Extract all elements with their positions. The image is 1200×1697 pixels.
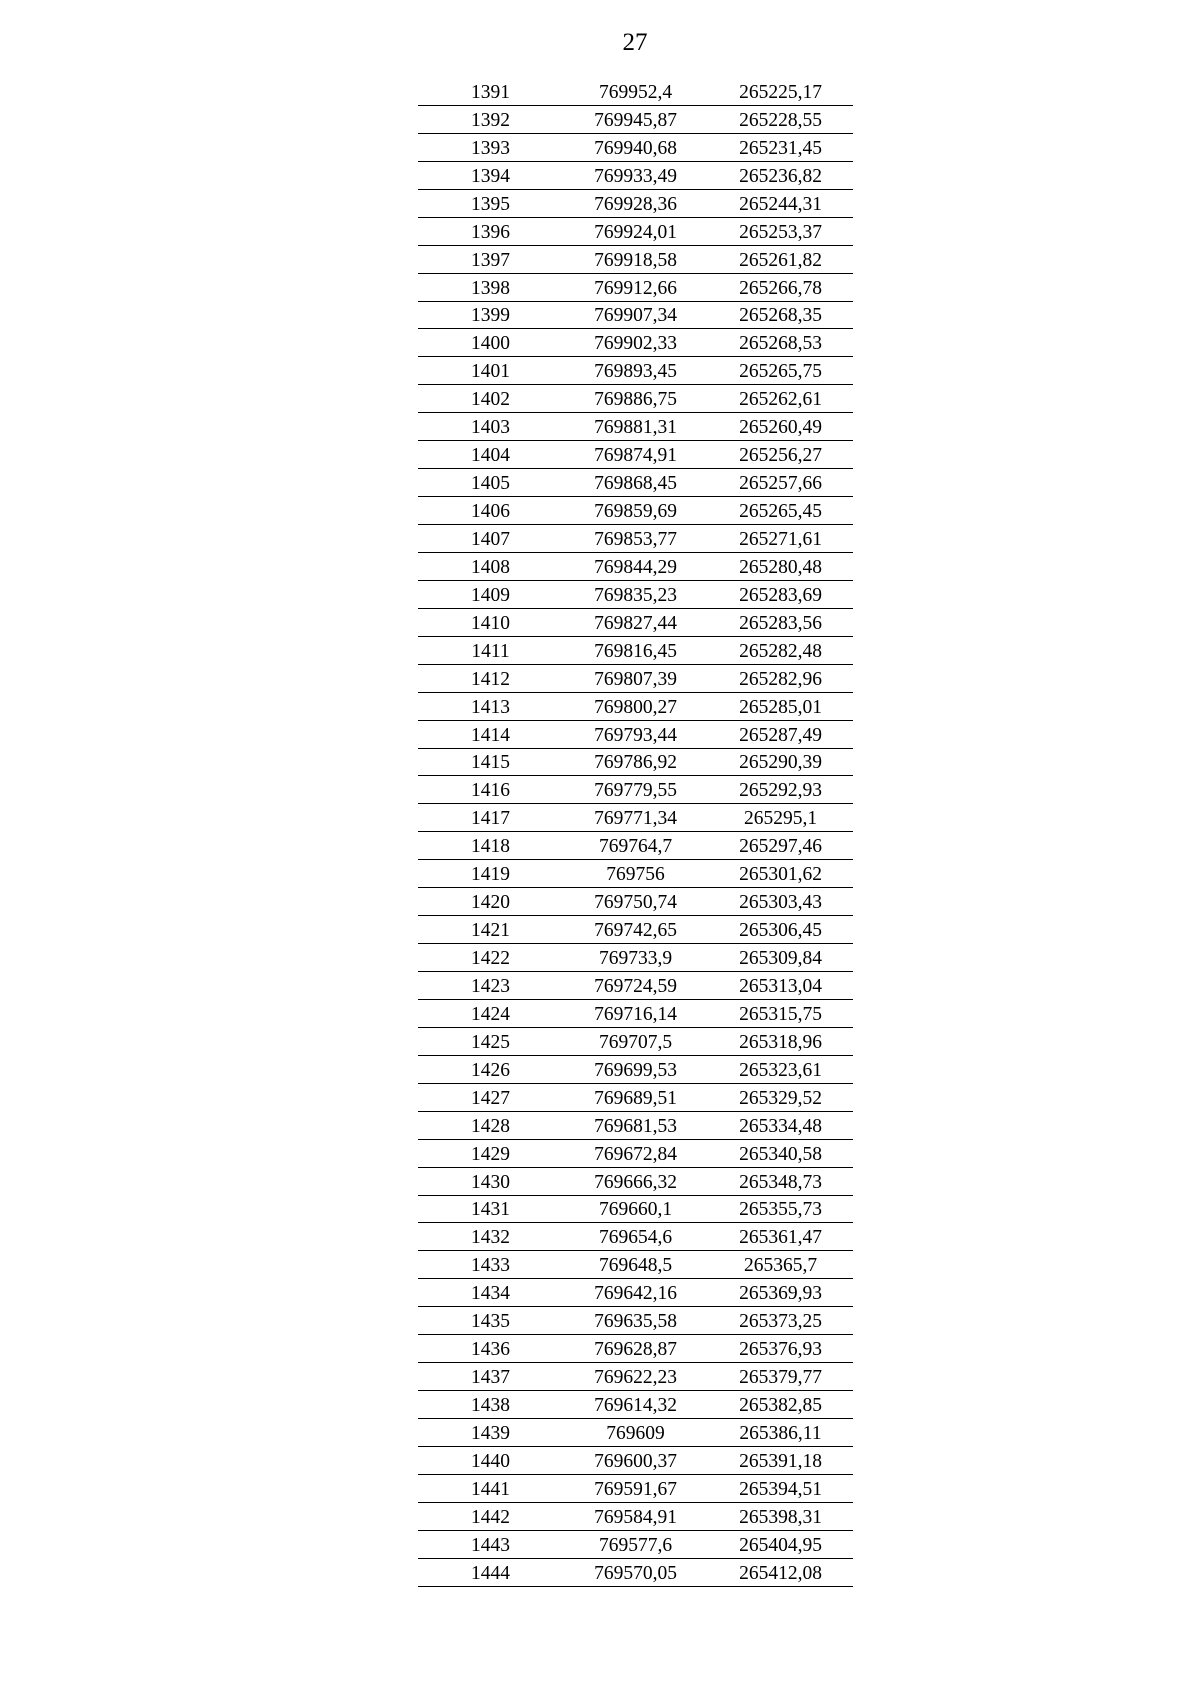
table-row [418,832,853,860]
y-coordinate-cell: 265231,45 [739,137,822,159]
x-coordinate-cell: 769924,01 [594,221,677,243]
point-number-cell: 1412 [471,668,510,690]
y-coordinate-cell: 265265,45 [739,501,822,522]
x-coordinate-cell: 769945,87 [594,109,677,131]
table-row [418,1559,853,1587]
table-row [418,1307,853,1335]
x-coordinate-cell: 769666,32 [594,1171,677,1193]
x-coordinate-cell: 769756 [606,864,665,886]
point-number-cell: 1442 [471,1506,510,1528]
x-coordinate-cell: 769742,65 [594,920,677,942]
table-row [418,469,853,497]
y-coordinate-cell: 265268,53 [739,333,822,355]
point-number-cell: 1425 [471,1031,510,1053]
x-coordinate-cell: 769786,92 [594,752,677,774]
point-number-cell: 1401 [471,361,510,383]
point-number-cell: 1436 [471,1339,510,1361]
y-coordinate-cell: 265329,52 [739,1087,822,1109]
y-coordinate-cell: 265228,55 [739,109,822,131]
table-row [418,106,853,134]
y-coordinate-cell: 265355,73 [739,1199,822,1221]
y-coordinate-cell: 265244,31 [739,193,822,215]
point-number-cell: 1432 [471,1227,510,1249]
table-row [418,1112,853,1140]
x-coordinate-cell: 769928,36 [594,193,677,215]
point-number-cell: 1407 [471,528,510,550]
y-coordinate-cell: 265382,85 [739,1395,822,1416]
x-coordinate-cell: 769816,45 [594,640,677,662]
x-coordinate-cell: 769733,9 [598,948,673,969]
x-coordinate-cell: 769907,34 [594,305,677,327]
point-number-cell: 1392 [471,109,510,131]
point-number-cell: 1435 [471,1311,510,1333]
y-coordinate-cell: 265268,35 [739,305,822,327]
point-number-cell: 1422 [471,948,510,969]
point-number-cell: 1419 [471,864,510,886]
x-coordinate-cell: 769716,14 [594,1003,677,1025]
point-number-cell: 1437 [471,1367,510,1389]
point-number-cell: 1429 [471,1143,510,1165]
point-number-cell: 1423 [471,975,510,997]
point-number-cell: 1439 [471,1422,510,1444]
x-coordinate-cell: 769952,4 [598,81,673,103]
point-number-cell: 1400 [471,333,510,355]
table-row [418,357,853,385]
point-number-cell: 1443 [471,1534,510,1556]
point-number-cell: 1416 [471,780,510,802]
point-number-cell: 1430 [471,1171,510,1193]
point-number-cell: 1418 [471,836,510,858]
table-row [418,78,853,106]
x-coordinate-cell: 769622,23 [594,1367,677,1389]
y-coordinate-cell: 265253,37 [739,221,822,243]
table-row [418,609,853,637]
table-row [418,1531,853,1559]
point-number-cell: 1398 [471,277,510,299]
y-coordinate-cell: 265282,96 [739,668,822,690]
table-row [418,218,853,246]
x-coordinate-cell: 769609 [606,1422,665,1444]
y-coordinate-cell: 265348,73 [739,1171,822,1193]
table-row [418,134,853,162]
table-row [418,525,853,553]
y-coordinate-cell: 265391,18 [739,1450,822,1472]
x-coordinate-cell: 769918,58 [594,249,677,271]
y-coordinate-cell: 265262,61 [739,389,822,411]
x-coordinate-cell: 769835,23 [594,584,677,606]
x-coordinate-cell: 769648,5 [598,1255,673,1277]
table-row [418,1056,853,1084]
table-row [418,1028,853,1056]
point-number-cell: 1393 [471,137,510,159]
y-coordinate-cell: 265287,49 [739,724,822,746]
y-coordinate-cell: 265398,31 [739,1506,822,1528]
y-coordinate-cell: 265323,61 [739,1059,822,1081]
x-coordinate-cell: 769807,39 [594,668,677,690]
y-coordinate-cell: 265225,17 [739,81,822,103]
table-row [418,581,853,609]
point-number-cell: 1420 [471,892,510,914]
x-coordinate-cell: 769912,66 [594,277,677,299]
point-number-cell: 1417 [471,808,510,830]
point-number-cell: 1421 [471,920,510,942]
y-coordinate-cell: 265303,43 [739,892,822,914]
x-coordinate-cell: 769886,75 [594,389,677,411]
point-number-cell: 1441 [471,1478,510,1500]
table-row [418,749,853,777]
y-coordinate-cell: 265266,78 [739,277,822,299]
table-row [418,1251,853,1279]
table-row [418,1419,853,1447]
table-row [418,1503,853,1531]
x-coordinate-cell: 769628,87 [594,1339,677,1361]
point-number-cell: 1433 [471,1255,510,1277]
x-coordinate-cell: 769600,37 [594,1450,677,1472]
point-number-cell: 1413 [471,696,510,718]
y-coordinate-cell: 265265,75 [739,361,822,383]
table-row [418,1223,853,1251]
y-coordinate-cell: 265365,7 [743,1255,818,1277]
y-coordinate-cell: 265361,47 [739,1227,822,1249]
point-number-cell: 1444 [471,1562,510,1584]
table-row [418,162,853,190]
point-number-cell: 1434 [471,1283,510,1305]
y-coordinate-cell: 265297,46 [739,836,822,858]
x-coordinate-cell: 769868,45 [594,473,677,495]
x-coordinate-cell: 769699,53 [594,1059,677,1081]
y-coordinate-cell: 265306,45 [739,920,822,942]
y-coordinate-cell: 265373,25 [739,1311,822,1333]
x-coordinate-cell: 769635,58 [594,1311,677,1333]
y-coordinate-cell: 265257,66 [739,473,822,495]
x-coordinate-cell: 769933,49 [594,165,677,187]
point-number-cell: 1428 [471,1115,510,1137]
table-row [418,972,853,1000]
y-coordinate-cell: 265309,84 [739,948,822,969]
point-number-cell: 1402 [471,389,510,411]
point-number-cell: 1415 [471,752,510,774]
y-coordinate-cell: 265318,96 [739,1031,822,1053]
y-coordinate-cell: 265236,82 [739,165,822,187]
x-coordinate-cell: 769902,33 [594,333,677,355]
table-row [418,246,853,274]
table-row [418,1475,853,1503]
coordinates-table [418,78,853,1587]
point-number-cell: 1403 [471,417,510,439]
table-row [418,1084,853,1112]
y-coordinate-cell: 265369,93 [739,1283,822,1305]
table-row [418,553,853,581]
point-number-cell: 1411 [471,640,510,662]
point-number-cell: 1404 [471,445,510,467]
x-coordinate-cell: 769689,51 [594,1087,677,1109]
y-coordinate-cell: 265313,04 [739,975,822,997]
y-coordinate-cell: 265295,1 [743,808,818,830]
table-row [418,1168,853,1196]
table-row [418,916,853,944]
x-coordinate-cell: 769793,44 [594,724,677,746]
y-coordinate-cell: 265285,01 [739,696,822,718]
point-number-cell: 1440 [471,1450,510,1472]
table-row [418,413,853,441]
x-coordinate-cell: 769660,1 [598,1199,673,1221]
x-coordinate-cell: 769844,29 [594,556,677,578]
table-row [418,860,853,888]
table-row [418,693,853,721]
point-number-cell: 1405 [471,473,510,495]
y-coordinate-cell: 265301,62 [739,864,822,886]
y-coordinate-cell: 265260,49 [739,417,822,439]
x-coordinate-cell: 769681,53 [594,1115,677,1137]
y-coordinate-cell: 265292,93 [739,780,822,802]
y-coordinate-cell: 265394,51 [739,1478,822,1500]
y-coordinate-cell: 265256,27 [739,445,822,467]
y-coordinate-cell: 265282,48 [739,640,822,662]
x-coordinate-cell: 769724,59 [594,975,677,997]
point-number-cell: 1397 [471,249,510,271]
y-coordinate-cell: 265386,11 [739,1422,822,1444]
table-row [418,1335,853,1363]
x-coordinate-cell: 769874,91 [594,445,677,467]
table-row [418,274,853,302]
x-coordinate-cell: 769859,69 [594,501,677,522]
x-coordinate-cell: 769853,77 [594,528,677,550]
y-coordinate-cell: 265379,77 [739,1367,822,1389]
table-row [418,1391,853,1419]
y-coordinate-cell: 265283,56 [739,612,822,634]
x-coordinate-cell: 769800,27 [594,696,677,718]
x-coordinate-cell: 769654,6 [598,1227,673,1249]
y-coordinate-cell: 265315,75 [739,1003,822,1025]
point-number-cell: 1426 [471,1059,510,1081]
point-number-cell: 1394 [471,165,510,187]
point-number-cell: 1438 [471,1395,510,1416]
x-coordinate-cell: 769642,16 [594,1283,677,1305]
point-number-cell: 1406 [471,501,510,522]
table-row [418,1000,853,1028]
x-coordinate-cell: 769577,6 [598,1534,673,1556]
x-coordinate-cell: 769940,68 [594,137,677,159]
point-number-cell: 1396 [471,221,510,243]
table-row [418,637,853,665]
table-row [418,441,853,469]
table-row [418,385,853,413]
y-coordinate-cell: 265334,48 [739,1115,822,1137]
table-row [418,944,853,972]
x-coordinate-cell: 769779,55 [594,780,677,802]
y-coordinate-cell: 265404,95 [739,1534,822,1556]
y-coordinate-cell: 265412,08 [739,1562,822,1584]
y-coordinate-cell: 265340,58 [739,1143,822,1165]
y-coordinate-cell: 265290,39 [739,752,822,774]
table-row [418,888,853,916]
table-row [418,1363,853,1391]
x-coordinate-cell: 769771,34 [594,808,677,830]
point-number-cell: 1414 [471,724,510,746]
y-coordinate-cell: 265271,61 [739,528,822,550]
table-row [418,329,853,357]
point-number-cell: 1395 [471,193,510,215]
x-coordinate-cell: 769893,45 [594,361,677,383]
x-coordinate-cell: 769591,67 [594,1478,677,1500]
table-row [418,302,853,330]
table-row [418,1196,853,1224]
y-coordinate-cell: 265376,93 [739,1339,822,1361]
point-number-cell: 1410 [471,612,510,634]
x-coordinate-cell: 769570,05 [594,1562,677,1584]
table-row [418,1279,853,1307]
point-number-cell: 1427 [471,1087,510,1109]
point-number-cell: 1431 [471,1199,510,1221]
x-coordinate-cell: 769827,44 [594,612,677,634]
table-row [418,776,853,804]
x-coordinate-cell: 769881,31 [594,417,677,439]
x-coordinate-cell: 769614,32 [594,1395,677,1416]
table-row [418,497,853,525]
point-number-cell: 1408 [471,556,510,578]
point-number-cell: 1399 [471,305,510,327]
x-coordinate-cell: 769672,84 [594,1143,677,1165]
point-number-cell: 1391 [471,81,510,103]
y-coordinate-cell: 265283,69 [739,584,822,606]
table-row [418,665,853,693]
point-number-cell: 1409 [471,584,510,606]
table-row [418,1447,853,1475]
table-row [418,804,853,832]
page-number: 27 [622,29,648,56]
x-coordinate-cell: 769584,91 [594,1506,677,1528]
y-coordinate-cell: 265280,48 [739,556,822,578]
y-coordinate-cell: 265261,82 [739,249,822,271]
x-coordinate-cell: 769707,5 [598,1031,673,1053]
x-coordinate-cell: 769750,74 [594,892,677,914]
table-row [418,1140,853,1168]
x-coordinate-cell: 769764,7 [598,836,673,858]
point-number-cell: 1424 [471,1003,510,1025]
table-row [418,721,853,749]
table-row [418,190,853,218]
